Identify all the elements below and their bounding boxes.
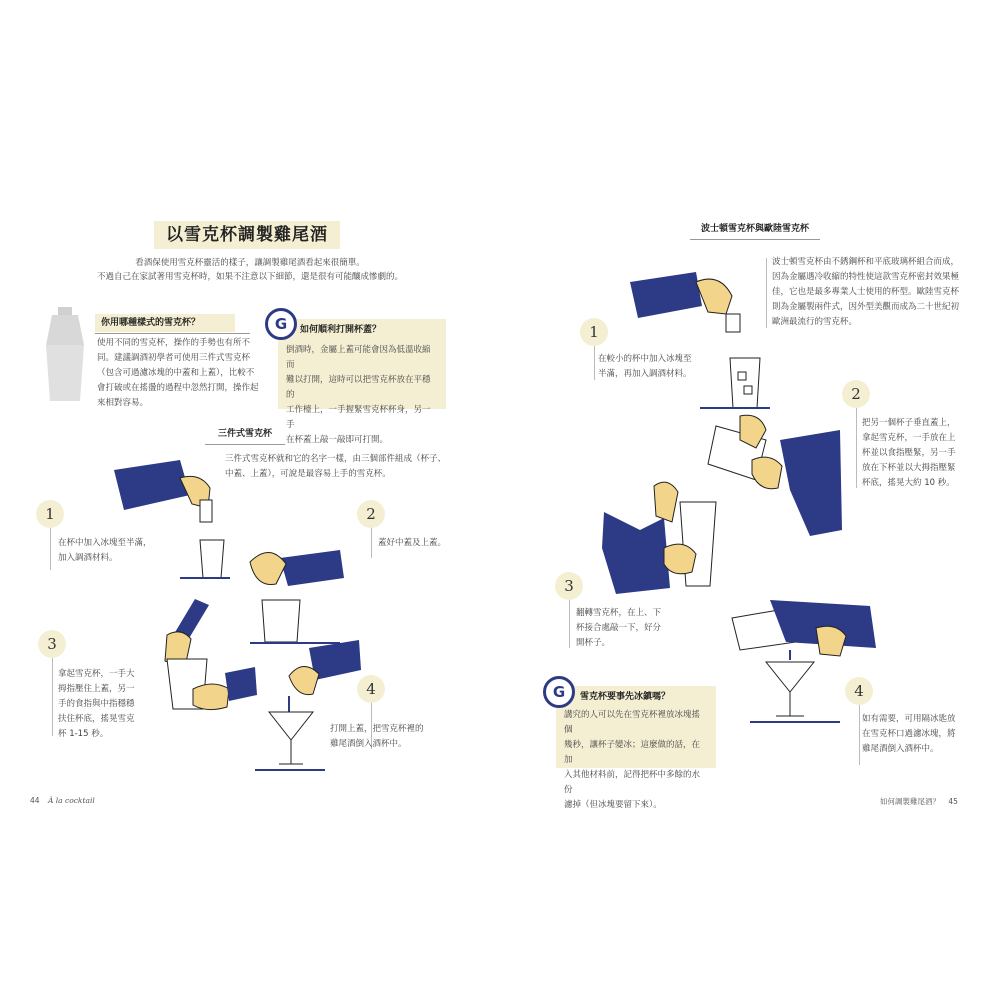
divider [95,333,250,334]
page-title: 以雪克杯調製雞尾酒 [166,225,328,245]
text-line: 講究的人可以先在雪克杯裡放冰塊搖個 [564,710,701,735]
step-2-text [862,416,972,491]
text-line: 使用不同的雪克杯，操作的手勢也有所不 [97,338,251,348]
step-rule [856,408,857,488]
text-line: 會打破或在搖盪的過程中忽然打開，操作起 [97,383,259,393]
step-rule [569,600,570,648]
text-line: （包含可過濾冰塊的中蓋和上蓋），比較不 [97,368,255,378]
text-line: 雞尾酒倒入酒杯中。 [330,739,407,749]
page-number-left [30,796,95,805]
running-footer: À la cocktail [47,796,95,805]
text-line: 杯 1-15 秒。 [58,729,109,739]
text-line: 波士頓雪克杯由不銹鋼杯和平底玻璃杯組合而成， [772,257,960,267]
text-line: 幾秒，讓杯子變冰；這麼做的話，在加 [564,740,701,765]
g-badge-icon: G [543,676,575,708]
tip-note-chill-shaker [556,686,716,810]
text-line: 三件式雪克杯就和它的名字一樣，由三個部件組成（杯子、 [225,454,447,464]
shake-shaker-illustration [145,595,255,725]
text-line: 把另一個杯子垂直蓋上， [862,418,956,428]
step-rule [371,528,372,558]
text-line: 如有需要，可用隔冰匙放 [862,714,956,724]
text-line: 在雪克杯口過濾冰塊，將 [862,729,956,739]
text-line: 倒酒時，金屬上蓋可能會因為低溫收縮而 [286,345,431,370]
step-number: 1 [580,318,608,346]
boston-pour-illustration [630,262,770,412]
running-footer: 如何調製雞尾酒？ [880,797,940,806]
tip-title: 如何順利打開杯蓋？ [300,325,382,335]
step-number: 2 [357,500,385,528]
step-rule [52,658,53,736]
pour-into-glass-illustration [255,640,365,775]
g-badge-icon: G [265,308,297,340]
question-box-shaker-type [95,314,235,332]
step-number: 3 [555,572,583,600]
tip-note-open-lid [278,319,446,445]
text-line: 手的食指與中指穩穩 [58,699,135,709]
question-title: 你用哪種樣式的雪克杯？ [101,318,201,328]
section-description [225,452,455,482]
text-line: 拿起雪克杯，一手放在上 [862,433,956,443]
text-line: 放在下杯並以大拇指壓緊 [862,463,956,473]
text-line: 佳，它也是最多專業人士使用的杯型。歐陸雪克杯 [772,287,960,297]
text-line: 濾掉（但冰塊要留下來）。 [564,800,662,810]
text-line: 扶住杯底，搖晃雪克 [58,714,135,724]
text-line: 在杯蓋上敲一敲即可打開。 [286,435,389,445]
text-line: 則為金屬製兩件式，因外型美觀而成為二十世紀初 [772,302,960,312]
tip-body [286,343,438,448]
lead-paragraph [90,256,410,284]
text-line: 杯並以食指壓緊，另一手 [862,448,956,458]
text-line: 歐洲最流行的雪克杯。 [772,317,858,327]
text-line: 工作檯上，一手握緊雪克杯杯身，另一手 [286,405,431,430]
section-title-three-piece: 三件式雪克杯 [217,429,272,439]
step-number: 3 [38,630,66,658]
step-3-text [576,606,676,651]
text-line: 拿起雪克杯，一手大 [58,669,135,679]
text-line: 因為金屬遇冷收縮的特性使這款雪克杯密封效果極 [772,272,960,282]
step-number: 1 [36,500,64,528]
boston-strain-illustration [730,598,880,723]
lead-line: 不過自己在家試著用雪克杯時，如果不注意以下細節，還是很有可能釀成慘劇的。 [96,272,403,282]
text-line: 中蓋、上蓋），可說是最容易上手的雪克杯。 [225,469,391,479]
divider [690,239,820,240]
text-line: 開杯子。 [576,638,611,648]
step-3-text [58,667,148,742]
section-title-boston: 波士頓雪克杯與歐陸雪克杯 [700,224,809,234]
text-line: 來相對容易。 [97,398,149,408]
text-line: 杯接合處敲一下，好分 [576,623,662,633]
pour-ingredients-illustration [110,450,230,580]
lead-line: 看酒保使用雪克杯靈活的樣子，讓調製雞尾酒看起來很簡單。 [135,258,365,268]
page-number: 44 [30,796,40,805]
text-line: 加入調酒材料。 [58,553,118,563]
text-line: 拇指壓住上蓋，另一 [58,684,135,694]
tip-body [564,708,708,813]
text-line: 半滿，再加入調酒材料。 [598,369,692,379]
boston-separate-illustration [600,478,730,598]
tip-title: 雪克杯要事先冰鎮嗎？ [580,692,671,702]
step-number: 4 [845,677,873,705]
text-line: 入其他材料前，記得把杯中多餘的水份 [564,770,701,795]
boston-intro [772,255,972,330]
text-line: 杯底，搖晃大約 10 秒。 [862,478,955,488]
step-number: 4 [357,675,385,703]
page-number: 45 [948,797,958,806]
text-line: 翻轉雪克杯，在上、下 [576,608,662,618]
text-line: 蓋好中蓋及上蓋。 [378,538,447,548]
text-line: 同。建議調酒初學者可使用三件式雪克杯 [97,353,251,363]
text-line: 在較小的杯中加入冰塊至 [598,354,692,364]
step-number: 2 [842,380,870,408]
step-rule [594,346,595,380]
shaker-silhouette-icon [40,305,90,405]
question-answer [97,336,267,411]
step-2-text [378,536,458,551]
text-line: 在杯中加入冰塊至半滿， [58,538,152,548]
text-line: 雞尾酒倒入酒杯中。 [862,744,939,754]
cap-shaker-illustration [240,540,350,645]
divider [205,444,285,445]
text-line: 打開上蓋，把雪克杯裡的 [330,724,424,734]
text-line: 難以打開，這時可以把雪克杯放在平穩的 [286,375,431,400]
page-number-right [880,796,958,807]
